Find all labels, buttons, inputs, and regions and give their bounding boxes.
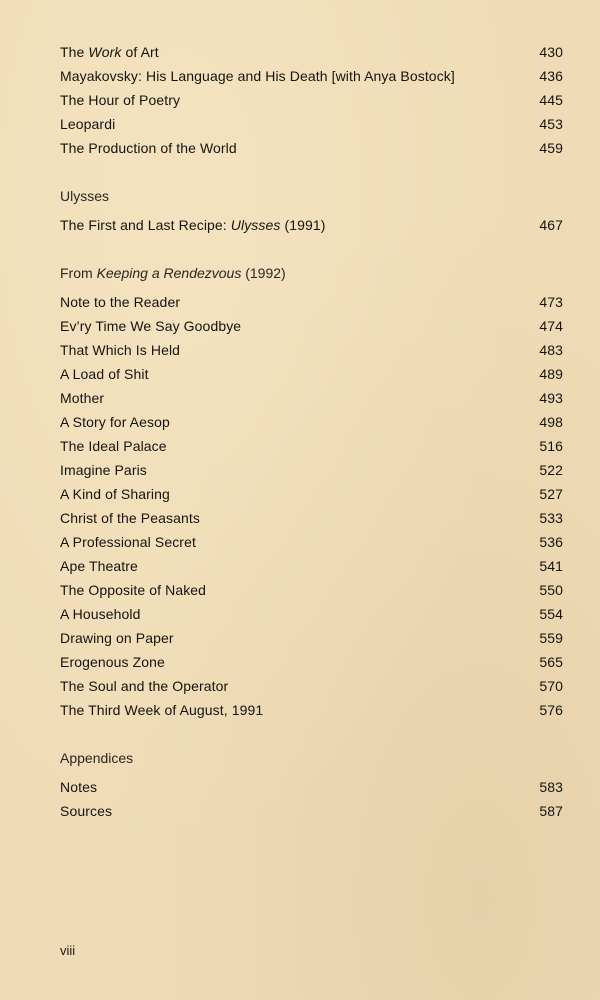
toc-entry-title: The Ideal Palace xyxy=(60,438,167,454)
toc-entry-title: The Soul and the Operator xyxy=(60,678,229,694)
toc-entry xyxy=(60,674,563,698)
toc-entry-title: A Kind of Sharing xyxy=(60,486,170,502)
toc-entry-title: That Which Is Held xyxy=(60,342,181,358)
toc-entry-page: 483 xyxy=(539,342,563,358)
toc-entry xyxy=(60,458,563,482)
toc-entry-page: 493 xyxy=(539,390,563,406)
toc-entry-page: 445 xyxy=(539,92,563,108)
toc-entry-page: 587 xyxy=(539,803,563,819)
toc-entry-title: Note to the Reader xyxy=(60,294,181,310)
toc-entry xyxy=(60,698,563,722)
toc-entry-title: A Story for Aesop xyxy=(60,414,170,430)
toc-entry-page: 583 xyxy=(539,779,563,795)
toc-entry xyxy=(60,650,563,674)
toc-entry-title: The Opposite of Naked xyxy=(60,582,207,598)
toc-entry-page: 498 xyxy=(539,414,563,430)
toc-entry-title: Drawing on Paper xyxy=(60,630,174,646)
section-spacer xyxy=(60,722,563,746)
toc-entry-title: The Production of the World xyxy=(60,140,237,156)
toc-entry-title: Sources xyxy=(60,803,113,819)
toc-entry-page: 570 xyxy=(539,678,563,694)
toc-entry xyxy=(60,64,563,88)
toc-entry xyxy=(60,530,563,554)
toc-entry-page: 554 xyxy=(539,606,563,622)
toc-entry-page: 522 xyxy=(539,462,563,478)
toc-entry-page: 541 xyxy=(539,558,563,574)
toc-entry-page: 565 xyxy=(539,654,563,670)
toc-entry-title: Ev’ry Time We Say Goodbye xyxy=(60,318,242,334)
toc-entry xyxy=(60,578,563,602)
toc-entry-title: Ape Theatre xyxy=(60,558,138,574)
toc-entry-title: A Load of Shit xyxy=(60,366,149,382)
toc-entry xyxy=(60,112,563,136)
toc-entry-page: 559 xyxy=(539,630,563,646)
toc-entry xyxy=(60,626,563,650)
toc-entry-page: 550 xyxy=(539,582,563,598)
toc-entry-page: 473 xyxy=(539,294,563,310)
toc-entry-title: The Third Week of August, 1991 xyxy=(60,702,264,718)
section-heading-appendices: Appendices xyxy=(60,750,134,766)
toc-entry xyxy=(60,40,563,64)
toc-entry-title: Leopardi xyxy=(60,116,116,132)
toc-group-appendices xyxy=(60,775,563,823)
toc-entry xyxy=(60,136,563,160)
toc-entry xyxy=(60,602,563,626)
toc-entry-page: 467 xyxy=(539,217,563,233)
toc-entry-page: 436 xyxy=(539,68,563,84)
toc-entry-title: The Work of Art xyxy=(60,44,159,60)
section-spacer xyxy=(60,160,563,184)
toc-entry xyxy=(60,290,563,314)
toc-entry-title: A Professional Secret xyxy=(60,534,196,550)
toc-entry xyxy=(60,434,563,458)
page-folio: viii xyxy=(60,943,76,958)
toc-entry xyxy=(60,338,563,362)
toc-entry-page: 453 xyxy=(539,116,563,132)
toc-entry-title: Erogenous Zone xyxy=(60,654,165,670)
toc-entry xyxy=(60,482,563,506)
toc-entry-page: 489 xyxy=(539,366,563,382)
table-of-contents xyxy=(60,40,563,823)
toc-entry-page: 430 xyxy=(539,44,563,60)
toc-entry-page: 516 xyxy=(539,438,563,454)
toc-entry xyxy=(60,213,563,237)
toc-entry-title: Notes xyxy=(60,779,98,795)
toc-entry-title: Imagine Paris xyxy=(60,462,147,478)
toc-group-essays xyxy=(60,40,563,160)
toc-entry-title: Christ of the Peasants xyxy=(60,510,200,526)
toc-entry xyxy=(60,799,563,823)
toc-entry xyxy=(60,314,563,338)
toc-entry-page: 576 xyxy=(539,702,563,718)
toc-entry-page: 527 xyxy=(539,486,563,502)
toc-group-ulysses xyxy=(60,213,563,237)
toc-entry-page: 459 xyxy=(539,140,563,156)
toc-entry-title: The First and Last Recipe: Ulysses (1991) xyxy=(60,217,326,233)
toc-entry xyxy=(60,554,563,578)
toc-entry xyxy=(60,362,563,386)
toc-entry xyxy=(60,386,563,410)
toc-entry xyxy=(60,410,563,434)
toc-entry-page: 536 xyxy=(539,534,563,550)
toc-entry-title: Mother xyxy=(60,390,105,406)
toc-group-rendezvous xyxy=(60,290,563,722)
section-heading-rendezvous: From Keeping a Rendezvous (1992) xyxy=(60,265,286,281)
toc-entry-title: Mayakovsky: His Language and His Death [with Anya Bostock] xyxy=(60,68,455,84)
section-spacer xyxy=(60,237,563,261)
toc-entry-page: 533 xyxy=(539,510,563,526)
toc-entry-title: The Hour of Poetry xyxy=(60,92,181,108)
toc-entry xyxy=(60,775,563,799)
section-heading-ulysses: Ulysses xyxy=(60,188,110,204)
toc-entry xyxy=(60,506,563,530)
toc-entry-page: 474 xyxy=(539,318,563,334)
toc-entry xyxy=(60,88,563,112)
toc-entry-title: A Household xyxy=(60,606,141,622)
